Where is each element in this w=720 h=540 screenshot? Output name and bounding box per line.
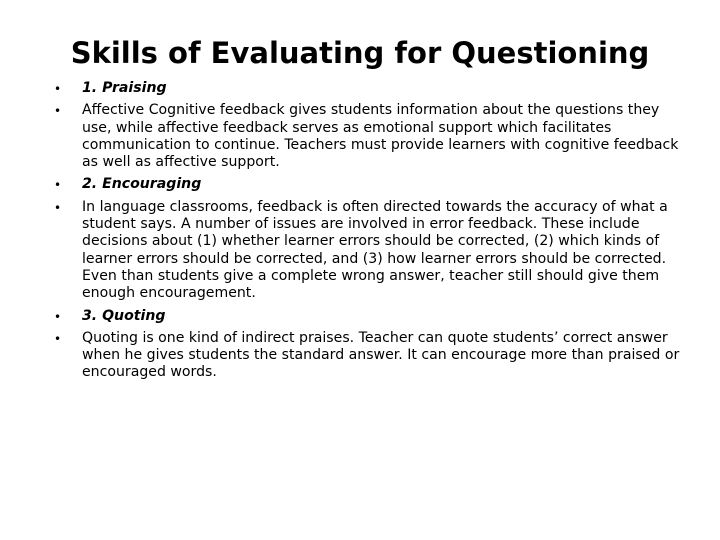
bullet-item-praising-body <box>52 102 692 171</box>
bullet-icon: • <box>54 82 62 96</box>
bullet-icon: • <box>54 331 62 346</box>
bullet-text: In language classrooms, feedback is often directed towards the accuracy of what a student says. A number of issues are involved in error feedback. These include decisions about (1) whether learner errors should be corrected, (2) which kinds of learner errors should be corrected, and (3) how learner errors should be corrected. Even than students give a complete wrong answer, teacher still should give them enough encouragement. <box>82 198 668 302</box>
bullet-item-quoting-body <box>52 330 692 382</box>
bullet-icon: • <box>54 178 62 193</box>
bullet-icon: • <box>54 309 62 324</box>
bullet-text: 3. Quoting <box>82 307 166 324</box>
bullet-item-praising-heading <box>52 80 692 97</box>
bullet-item-quoting-heading <box>52 308 692 325</box>
bullet-item-encouraging-heading <box>52 176 692 193</box>
bullet-list <box>52 80 692 387</box>
bullet-icon: • <box>54 200 62 215</box>
bullet-icon: • <box>54 104 62 119</box>
bullet-item-encouraging-body <box>52 199 692 303</box>
bullet-text: Affective Cognitive feedback gives students information about the questions they use, while affective feedback serves as emotional support which facilitates communication to continue. Teachers must provide learners with cognitive feedback as well as affective support. <box>82 102 679 171</box>
bullet-text: 2. Encouraging <box>82 176 202 193</box>
bullet-text: Quoting is one kind of indirect praises. Teacher can quote students’ correct answer when he gives students the standard answer. It can encourage more than praised or encouraged words. <box>82 329 680 381</box>
slide-title: Skills of Evaluating for Questioning <box>70 36 650 70</box>
bullet-text: 1. Praising <box>82 80 167 96</box>
